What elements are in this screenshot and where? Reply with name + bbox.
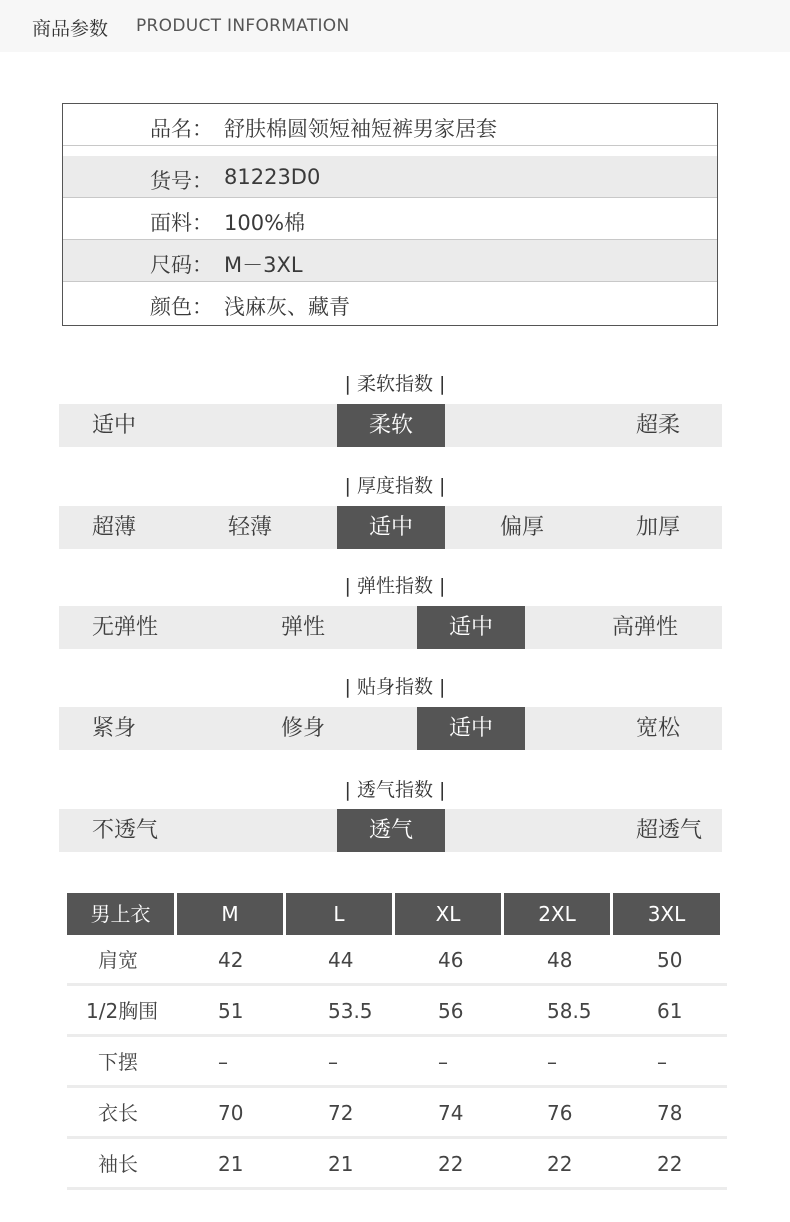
header-title-cn: 商品参数 <box>32 18 109 40</box>
row-label: 衣长 <box>98 1101 138 1125</box>
table-cell: 21 <box>218 1152 244 1176</box>
table-cell: 78 <box>657 1101 683 1125</box>
table-cell: 22 <box>657 1152 683 1176</box>
index-option-active: 适中 <box>417 707 525 750</box>
info-row-size <box>63 240 717 282</box>
info-row-name <box>63 104 717 146</box>
header-title-en: PRODUCT INFORMATION <box>136 16 350 36</box>
table-cell: 72 <box>328 1101 354 1125</box>
table-row <box>67 1091 727 1139</box>
table-cell: 50 <box>657 948 683 972</box>
section-header <box>0 0 790 52</box>
header-cell: L <box>286 893 392 935</box>
header-cell: 男上衣 <box>67 893 174 935</box>
info-value: M－3XL <box>224 253 303 277</box>
table-cell: – <box>438 1050 448 1074</box>
info-row-sku <box>63 156 717 198</box>
info-value: 浅麻灰、藏青 <box>224 295 350 319</box>
info-row-color <box>63 282 717 325</box>
breathability-index-title: | 透气指数 | <box>344 779 446 801</box>
header-cell: XL <box>395 893 501 935</box>
table-row <box>67 938 727 986</box>
table-cell: 44 <box>328 948 354 972</box>
header-cell: M <box>177 893 283 935</box>
index-option: 轻薄 <box>228 515 273 540</box>
index-option: 偏厚 <box>500 515 545 540</box>
table-cell: 74 <box>438 1101 464 1125</box>
table-cell: – <box>218 1050 228 1074</box>
table-cell: 58.5 <box>547 999 592 1023</box>
index-option: 超薄 <box>92 515 137 540</box>
index-option: 超透气 <box>636 818 703 843</box>
table-row <box>67 1142 727 1190</box>
info-value: 81223D0 <box>224 165 321 189</box>
index-option-active: 适中 <box>417 606 525 649</box>
info-value: 舒肤棉圆领短袖短裤男家居套 <box>224 117 497 141</box>
table-cell: 22 <box>547 1152 573 1176</box>
index-option-active: 适中 <box>337 506 445 549</box>
index-option: 无弹性 <box>92 615 159 640</box>
product-info-table <box>62 103 718 326</box>
elasticity-index-title: | 弹性指数 | <box>344 575 446 597</box>
table-cell: 61 <box>657 999 683 1023</box>
table-cell: 53.5 <box>328 999 373 1023</box>
row-label: 1/2胸围 <box>86 999 159 1023</box>
fit-index-bar <box>59 707 722 750</box>
elasticity-index-bar <box>59 606 722 649</box>
table-row <box>67 989 727 1037</box>
index-option: 宽松 <box>636 716 681 741</box>
row-label: 肩宽 <box>98 948 138 972</box>
thickness-index-bar <box>59 506 722 549</box>
index-option: 不透气 <box>92 818 159 843</box>
index-option: 修身 <box>281 716 326 741</box>
info-row-fabric <box>63 198 717 240</box>
info-label: 面料： <box>150 211 213 235</box>
info-label: 品名： <box>150 117 213 141</box>
info-label: 颜色： <box>150 295 213 319</box>
row-label: 袖长 <box>98 1152 138 1176</box>
index-option: 适中 <box>92 413 137 438</box>
index-option: 紧身 <box>92 716 137 741</box>
table-cell: – <box>547 1050 557 1074</box>
header-cell: 3XL <box>613 893 720 935</box>
table-cell: – <box>328 1050 338 1074</box>
size-table-header <box>67 893 727 935</box>
index-option: 高弹性 <box>612 615 679 640</box>
table-cell: 76 <box>547 1101 573 1125</box>
softness-index-bar <box>59 404 722 447</box>
table-cell: 56 <box>438 999 464 1023</box>
index-option: 超柔 <box>636 413 681 438</box>
table-cell: 51 <box>218 999 244 1023</box>
info-label: 尺码： <box>150 253 213 277</box>
table-row <box>67 1040 727 1088</box>
index-option-active: 柔软 <box>337 404 445 447</box>
table-cell: 46 <box>438 948 464 972</box>
fit-index-title: | 贴身指数 | <box>344 676 446 698</box>
info-label: 货号： <box>150 169 213 193</box>
table-cell: 70 <box>218 1101 244 1125</box>
table-cell: 42 <box>218 948 244 972</box>
table-cell: 21 <box>328 1152 354 1176</box>
table-cell: – <box>657 1050 667 1074</box>
table-cell: 22 <box>438 1152 464 1176</box>
thickness-index-title: | 厚度指数 | <box>344 475 446 497</box>
softness-index-title: | 柔软指数 | <box>344 373 446 395</box>
index-option: 加厚 <box>636 515 681 540</box>
index-option: 弹性 <box>281 615 326 640</box>
info-value: 100%棉 <box>224 211 306 235</box>
index-option-active: 透气 <box>337 809 445 852</box>
table-cell: 48 <box>547 948 573 972</box>
breathability-index-bar <box>59 809 722 852</box>
row-label: 下摆 <box>98 1050 138 1074</box>
header-cell: 2XL <box>504 893 610 935</box>
